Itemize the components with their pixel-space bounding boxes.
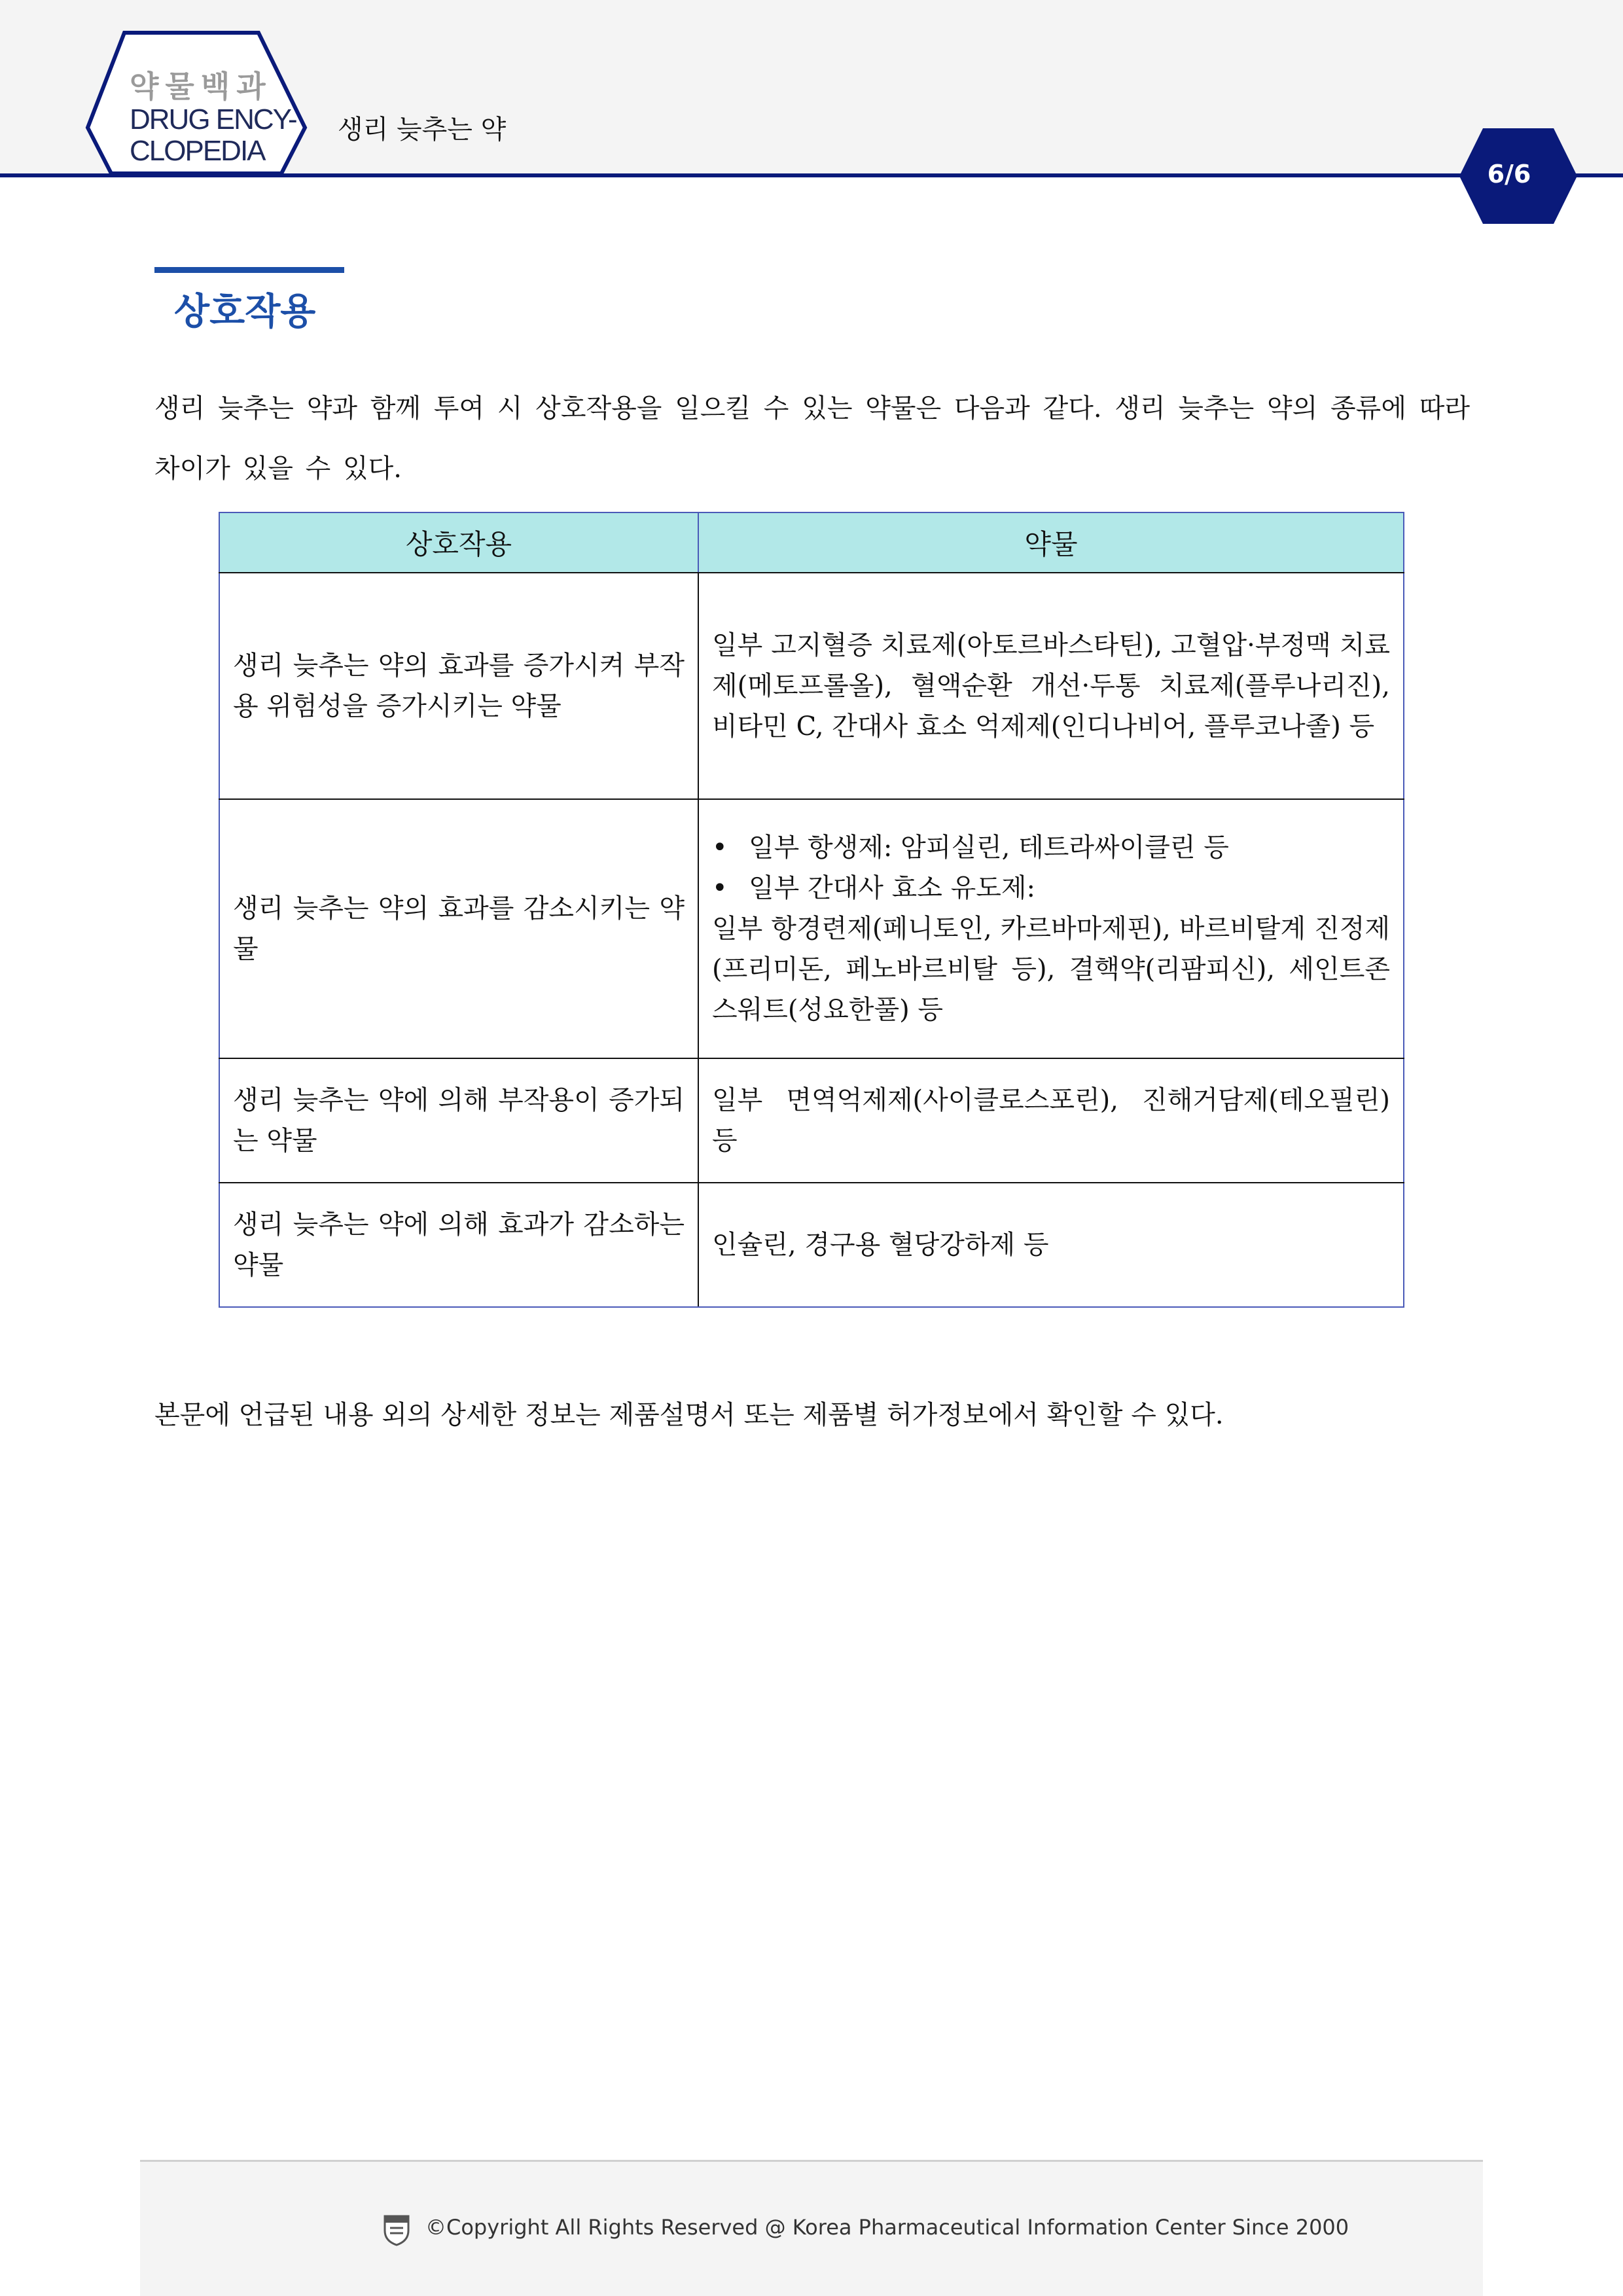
bullet-icon: • bbox=[712, 833, 728, 863]
document-title: 생리 늦추는 약 bbox=[338, 115, 507, 145]
interaction-table bbox=[219, 512, 1404, 1308]
table-row bbox=[219, 1058, 1404, 1183]
header-rule bbox=[0, 173, 1623, 177]
intro-paragraph: 생리 늦추는 약과 함께 투여 시 상호작용을 일으킬 수 있는 약물은 다음과 같다. 생리 늦추는 약의 종류에 따라 차이가 있을 수 있다. bbox=[154, 393, 1470, 484]
interaction-cell: 생리 늦추는 약에 의해 부작용이 증가되는 약물 bbox=[219, 1058, 698, 1183]
interaction-cell: 생리 늦추는 약에 의해 효과가 감소하는 약물 bbox=[219, 1183, 698, 1307]
interaction-cell: 생리 늦추는 약의 효과를 감소시키는 약물 bbox=[219, 799, 698, 1058]
logo-english-line2: CLOPEDIA bbox=[130, 135, 265, 167]
copyright-text: ©Copyright All Rights Reserved @ Korea Pharmaceutical Information Center Since 2000 bbox=[425, 2215, 1349, 2240]
shield-emblem-icon bbox=[382, 2214, 411, 2246]
bullet-item bbox=[712, 868, 1390, 908]
drugs-cell: 일부 면역억제제(사이클로스포린), 진해거담제(테오필린) 등 bbox=[698, 1058, 1404, 1183]
drugs-cell bbox=[698, 799, 1404, 1058]
interaction-cell: 생리 늦추는 약의 효과를 증가시켜 부작용 위험성을 증가시키는 약물 bbox=[219, 573, 698, 799]
page-indicator: 6/6 bbox=[1487, 160, 1531, 188]
table-row bbox=[219, 573, 1404, 799]
footnote-paragraph: 본문에 언급된 내용 외의 상세한 정보는 제품설명서 또는 제품별 허가정보에서 확인할 수 있다. bbox=[154, 1400, 1224, 1430]
drugs-cell: 인슐린, 경구용 혈당강하제 등 bbox=[698, 1183, 1404, 1307]
logo-korean-text: 약물백과 bbox=[130, 69, 272, 104]
drugs-text: 일부 항경련제(페니토인, 카르바마제핀), 바르비탈계 진정제(프리미돈, 페노바르비탈 등), 결핵약(리팜피신), 세인트존스워트(성요한풀) 등 bbox=[712, 914, 1390, 1025]
bullet-text: 일부 간대사 효소 유도제: bbox=[749, 873, 1036, 903]
column-header-interaction: 상호작용 bbox=[219, 512, 698, 573]
bullet-icon: • bbox=[712, 873, 728, 903]
bullet-text: 일부 항생제: 암피실린, 테트라싸이클린 등 bbox=[749, 833, 1229, 863]
drugs-cell: 일부 고지혈증 치료제(아토르바스타틴), 고혈압·부정맥 치료제(메토프롤올), 혈액순환 개선·두통 치료제(플루나리진), 비타민 C, 간대사 효소 억제제(인디나비어, 플루코나졸) 등 bbox=[698, 573, 1404, 799]
table-row bbox=[219, 799, 1404, 1058]
column-header-drugs: 약물 bbox=[698, 512, 1404, 573]
table-row bbox=[219, 1183, 1404, 1307]
section-title: 상호작용 bbox=[174, 291, 316, 333]
logo-english-line1: DRUG ENCY- bbox=[130, 103, 296, 135]
bullet-item bbox=[712, 827, 1390, 868]
table-header-row bbox=[219, 512, 1404, 573]
section-accent-bar bbox=[154, 267, 344, 273]
